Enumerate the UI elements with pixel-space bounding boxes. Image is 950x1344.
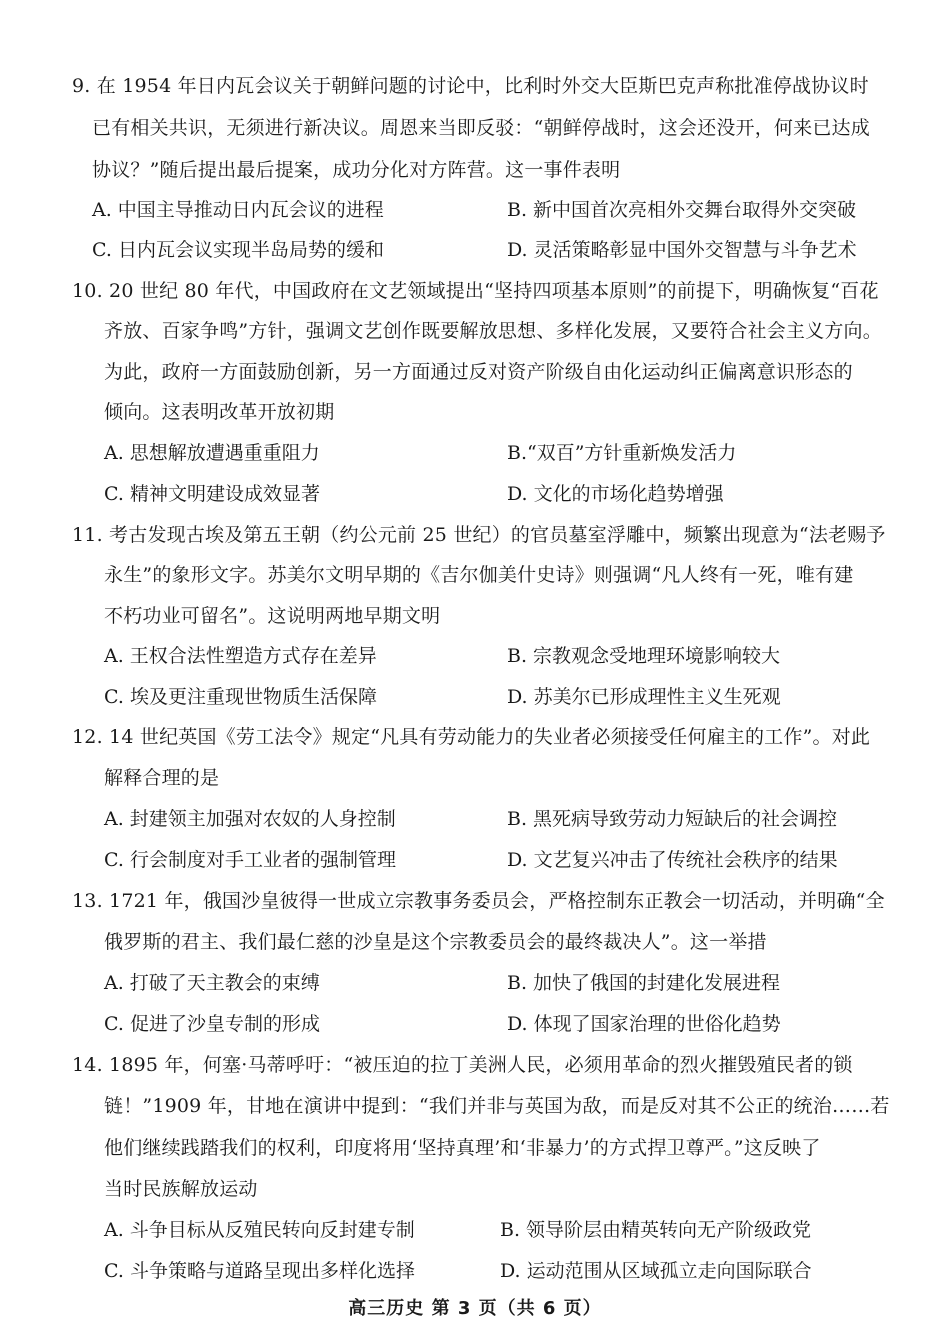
question-14-option-b[interactable]: B. 领导阶层由精英转向无产阶级政党 — [500, 1219, 812, 1241]
question-10-option-d[interactable]: D. 文化的市场化趋势增强 — [507, 483, 724, 505]
question-12-option-a[interactable]: A. 封建领主加强对农奴的人身控制 — [104, 808, 396, 830]
question-12-option-d[interactable]: D. 文艺复兴冲击了传统社会秩序的结果 — [507, 849, 838, 871]
question-12-option-c[interactable]: C. 行会制度对手工业者的强制管理 — [104, 849, 396, 871]
question-9-option-c[interactable]: C. 日内瓦会议实现半岛局势的缓和 — [92, 239, 384, 261]
question-10-line-4: 倾向。这表明改革开放初期 — [104, 401, 335, 423]
question-9-option-a[interactable]: A. 中国主导推动日内瓦会议的进程 — [92, 199, 384, 221]
question-13-line-1: 13. 1721 年，俄国沙皇彼得一世成立宗教事务委员会，严格控制东正教会一切活动，并明确“全 — [72, 890, 885, 912]
question-10-line-3: 为此，政府一方面鼓励创新，另一方面通过反对资产阶级自由化运动纠正偏离意识形态的 — [104, 361, 853, 383]
question-11-line-3: 不朽功业可留名”。这说明两地早期文明 — [104, 605, 441, 627]
question-14-line-4: 当时民族解放运动 — [104, 1178, 258, 1200]
question-13-option-b[interactable]: B. 加快了俄国的封建化发展进程 — [507, 972, 781, 994]
page-footer: 高三历史 第 3 页（共 6 页） — [348, 1298, 602, 1319]
question-11-line-1: 11. 考古发现古埃及第五王朝（约公元前 25 世纪）的官员墓室浮雕中，频繁出现意为“法老赐予 — [72, 524, 886, 546]
question-13-option-d[interactable]: D. 体现了国家治理的世俗化趋势 — [507, 1013, 781, 1035]
question-11-option-b[interactable]: B. 宗教观念受地理环境影响较大 — [507, 645, 781, 667]
question-13-option-a[interactable]: A. 打破了天主教会的束缚 — [104, 972, 320, 994]
question-14-line-3: 他们继续践踏我们的权利，印度将用‘坚持真理’和‘非暴力’的方式捍卫尊严。”这反映了 — [104, 1137, 821, 1159]
question-12-line-1: 12. 14 世纪英国《劳工法令》规定“凡具有劳动能力的失业者必须接受任何雇主的工作”。对此 — [72, 726, 871, 748]
question-10-option-b[interactable]: B.“双百”方针重新焕发活力 — [507, 442, 737, 464]
question-14-option-d[interactable]: D. 运动范围从区域孤立走向国际联合 — [500, 1260, 812, 1282]
question-14-line-2: 链！”1909 年，甘地在演讲中提到：“我们并非与英国为敌，而是反对其不公正的统治……若 — [104, 1095, 890, 1117]
question-13-line-2: 俄罗斯的君主、我们最仁慈的沙皇是这个宗教委员会的最终裁决人”。这一举措 — [104, 931, 767, 953]
question-14-line-1: 14. 1895 年，何塞·马蒂呼吁：“被压迫的拉丁美洲人民，必须用革命的烈火摧毁殖民者的锁 — [72, 1054, 853, 1076]
question-9-line-3: 协议？”随后提出最后提案，成功分化对方阵营。这一事件表明 — [92, 159, 621, 181]
question-11-line-2: 永生”的象形文字。苏美尔文明早期的《吉尔伽美什史诗》则强调“凡人终有一死，唯有建 — [104, 564, 854, 586]
question-14-option-c[interactable]: C. 斗争策略与道路呈现出多样化选择 — [104, 1260, 415, 1282]
question-14-option-a[interactable]: A. 斗争目标从反殖民转向反封建专制 — [104, 1219, 415, 1241]
question-9-option-b[interactable]: B. 新中国首次亮相外交舞台取得外交突破 — [507, 199, 857, 221]
question-10-option-a[interactable]: A. 思想解放遭遇重重阻力 — [104, 442, 320, 464]
question-10-line-2: 齐放、百家争鸣”方针，强调文艺创作既要解放思想、多样化发展，又要符合社会主义方向。 — [104, 320, 882, 342]
question-11-option-c[interactable]: C. 埃及更注重现世物质生活保障 — [104, 686, 377, 708]
question-10-line-1: 10. 20 世纪 80 年代，中国政府在文艺领域提出“坚持四项基本原则”的前提下，明确恢复“百花 — [72, 280, 879, 302]
question-12-line-2: 解释合理的是 — [104, 767, 220, 789]
question-12-option-b[interactable]: B. 黑死病导致劳动力短缺后的社会调控 — [507, 808, 838, 830]
question-11-option-a[interactable]: A. 王权合法性塑造方式存在差异 — [104, 645, 377, 667]
question-9-line-1: 9. 在 1954 年日内瓦会议关于朝鲜问题的讨论中，比利时外交大臣斯巴克声称批准停战协议时 — [72, 75, 869, 97]
question-11-option-d[interactable]: D. 苏美尔已形成理性主义生死观 — [507, 686, 781, 708]
question-10-option-c[interactable]: C. 精神文明建设成效显著 — [104, 483, 320, 505]
question-9-option-d[interactable]: D. 灵活策略彰显中国外交智慧与斗争艺术 — [507, 239, 857, 261]
question-13-option-c[interactable]: C. 促进了沙皇专制的形成 — [104, 1013, 320, 1035]
question-9-line-2: 已有相关共识，无须进行新决议。周恩来当即反驳：“朝鲜停战时，这会还没开，何来已达成 — [92, 117, 870, 139]
